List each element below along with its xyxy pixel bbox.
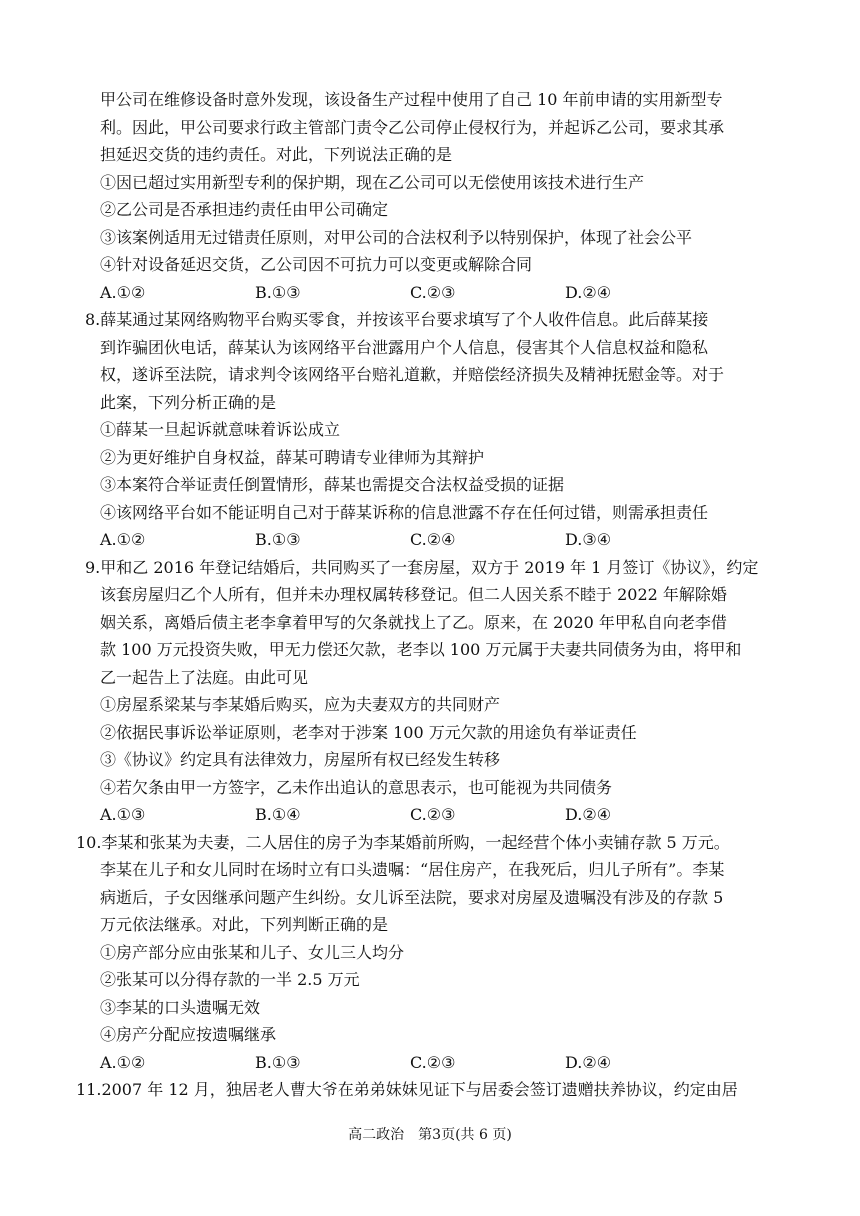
statement-item: ②为更好维护自身权益，薛某可聘请专业律师为其辩护 [100,447,485,467]
option-d: D.②④ [565,1052,612,1072]
statement-item: ①房产部分应由张某和儿子、女儿三人均分 [100,942,405,962]
option-a: A.①③ [100,805,146,824]
statement-item: ②依据民事诉讼举证原则，老李对于涉案 100 万元欠款的用途负有举证责任 [100,722,637,742]
question-text-line: 11.2007 年 12 月，独居老人曹大爷在弟弟妹妹见证下与居委会签订遗赠扶养协议，约定由居 [76,1080,738,1099]
statement-item: ③该案例适用无过错责任原则，对甲公司的合法权利予以特别保护，体现了社会公平 [100,227,693,247]
question-7-tail [100,86,780,306]
statement-item: ②张某可以分得存款的一半 2.5 万元 [100,970,360,989]
question-10 [76,829,780,1077]
question-text-line: 利。因此，甲公司要求行政主管部门责令乙公司停止侵权行为，并起诉乙公司，要求其承 [100,117,725,137]
question-text-line: 乙一起告上了法庭。由此可见 [100,667,309,687]
option-d: D.③④ [565,530,612,549]
statement-item: ④该网络平台如不能证明自己对于薛某诉称的信息泄露不存在任何过错，则需承担责任 [100,502,709,522]
question-text-line: 此案，下列分析正确的是 [100,392,277,412]
answer-options [100,279,720,307]
question-text-line: 姻关系，离婚后债主老李拿着甲写的欠条就找上了乙。原来，在 2020 年甲私自向老李借 [100,612,727,632]
question-text-line: 10.李某和张某为夫妻，二人居住的房子为李某婚前所购，一起经营个体小卖铺存款 5 万元。 [76,832,730,852]
option-d: D.②④ [565,805,612,824]
option-c: C.②④ [410,530,456,549]
question-text-line: 万元依法继承。对此，下列判断正确的是 [100,915,389,934]
option-b: B.①③ [255,1052,301,1072]
question-text-line: 8.薛某通过某网络购物平台购买零食，并按该平台要求填写了个人收件信息。此后薛某接 [85,310,709,329]
statement-item: ③李某的口头遗嘱无效 [100,997,261,1017]
question-8 [85,306,780,554]
answer-options [100,801,720,829]
statement-item: ④若欠条由甲一方签字，乙未作出追认的意思表示，也可能视为共同债务 [100,777,613,797]
statement-item: ②乙公司是否承担违约责任由甲公司确定 [100,200,389,219]
option-c: C.②③ [410,1052,456,1072]
statement-item: ③《协议》约定具有法律效力，房屋所有权已经发生转移 [100,750,501,769]
option-a: A.①② [100,282,146,302]
option-c: C.②③ [410,805,456,824]
statement-item: ④房产分配应按遗嘱继承 [100,1025,277,1044]
statement-item: ①薛某一旦起诉就意味着诉讼成立 [100,420,341,439]
statement-item: ①因已超过实用新型专利的保护期，现在乙公司可以无偿使用该技术进行生产 [100,172,645,192]
statement-item: ④针对设备延迟交货，乙公司因不可抗力可以变更或解除合同 [100,255,533,274]
statement-item: ③本案符合举证责任倒置情形，薛某也需提交合法权益受损的证据 [100,475,565,494]
option-b: B.①③ [255,282,301,302]
question-text-line: 该套房屋归乙个人所有，但并未办理权属转移登记。但二人因关系不睦于 2022 年解除婚 [100,585,727,604]
page-content [76,86,780,1104]
question-text-line: 到诈骗团伙电话，薛某认为该网络平台泄露用户个人信息，侵害其个人信息权益和隐私 [100,337,709,357]
option-b: B.①③ [255,530,301,549]
page-footer: 高二政治 第3页(共 6 页) [348,1127,512,1143]
question-9 [85,554,780,829]
option-a: A.①② [100,530,146,549]
question-text-line: 9.甲和乙 2016 年登记结婚后，共同购买了一套房屋，双方于 2019 年 1 月签订《协议》，约定 [85,557,759,577]
option-d: D.②④ [565,282,612,302]
question-text-line: 款 100 万元投资失败，甲无力偿还欠款，老李以 100 万元属于夫妻共同债务为由，将甲和 [100,640,742,659]
question-text-line: 李某在儿子和女儿同时在场时立有口头遗嘱：“居住房产，在我死后，归儿子所有”。李某 [100,860,725,879]
question-text-line: 权，遂诉至法院，请求判令该网络平台赔礼道歉，并赔偿经济损失及精神抚慰金等。对于 [100,365,725,384]
answer-options [100,1049,720,1077]
question-11-start [76,1076,780,1104]
question-text-line: 担延迟交货的违约责任。对此，下列说法正确的是 [100,145,453,164]
answer-options [100,526,720,554]
option-c: C.②③ [410,282,456,302]
option-b: B.①④ [255,805,301,824]
option-a: A.①② [100,1052,146,1072]
statement-item: ①房屋系梁某与李某婚后购买，应为夫妻双方的共同财产 [100,695,501,714]
question-text-line: 甲公司在维修设备时意外发现，该设备生产过程中使用了自己 10 年前申请的实用新型专 [100,90,723,109]
question-text-line: 病逝后，子女因继承问题产生纠纷。女儿诉至法院，要求对房屋及遗嘱没有涉及的存款 5 [100,887,724,907]
